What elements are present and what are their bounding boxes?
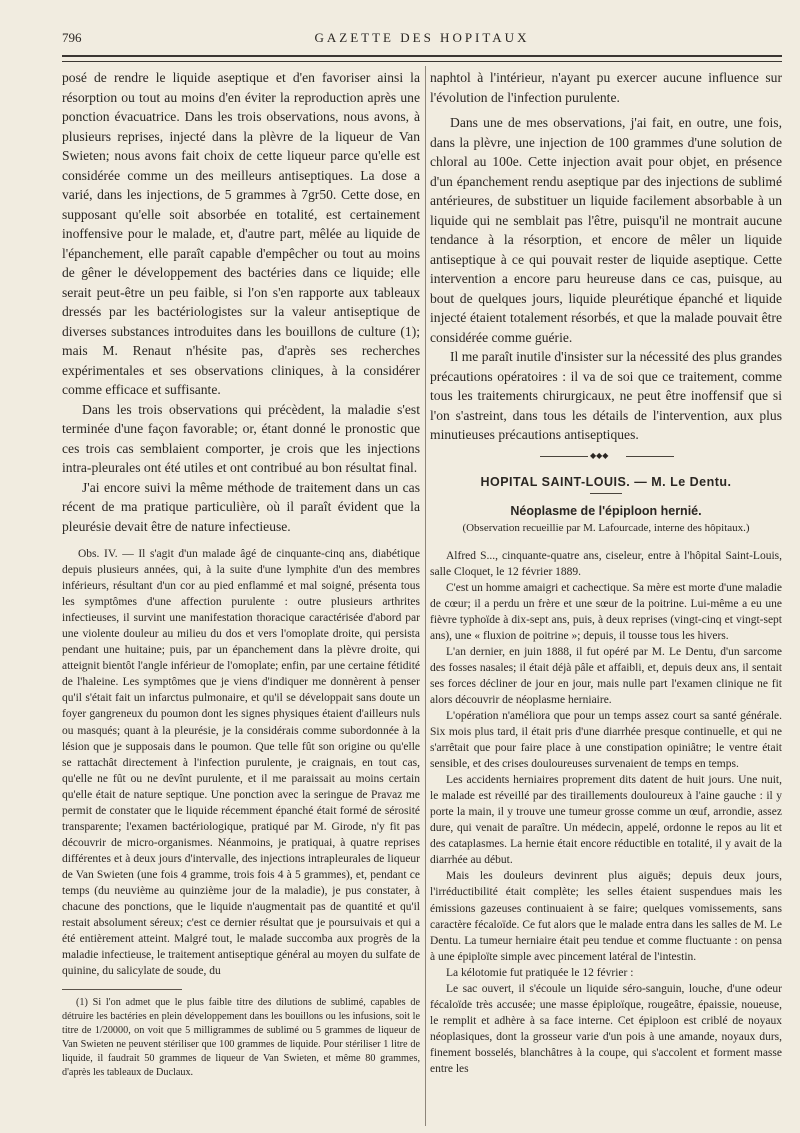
observation-iv: Obs. IV. — Il s'agit d'un malade âgé de cinquante-cinq ans, diabétique depuis plusieurs années, qui, à la suite d'une lymphite d'un des membres inférieurs, résultant d'un cor au pied enflammé et mal soigné, présenta tous les symptômes d'une affection purulente : outre plusieurs arthrites infectieuses, il survint une manifestation thoracique caractérisée d'abord par une violente douleur au milieu du dos et vers l'omoplate droite, qui persista pendant une huitaine; puis, par un épanchement dans la plèvre droite, qui atteignit bientôt l'angle inférieur de l'omoplate; enfin, par une certaine fétidité de l'haleine. Les symptômes que je viens d'indiquer me donnèrent à penser qu'il s'était fait un infarctus pulmonaire, et qu'il se développait sans doute un foyer gangreneux du poumon dont les signes physiques étaient d'ailleurs nuls ou masqués; quant à la pleurésie, je la considérais comme subordonnée à la lésion que je supposais dans le poumon. Que telle fût son origine ou qu'elle se rattachât directement à l'infection purulente, je craignais, en tout cas, qu'elle ne fût ou ne devînt purulente, et il me paraissait au moins certain qu'elle était de nature septique. Une ponction avec la seringue de Pravaz me permit de constater que le liquide récemment épanché était formé de sérosité transparente; l'examen bactériologique, pratiqué par M. Girode, n'y fit pas découvrir de micro-organismes. Néanmoins, je pratiquai, à quatre reprises différentes et à deux jours d'intervalle, des injections intrapleurales de liqueur de Van Swieten (une fois 4 gramme, trois fois 4 à 5 grammes), et, pendant ce temps (du neuvième au quinzième jour de la maladie), je pus constater, à chacune des ponctions, que le liquide n'augmentait pas de quantité et qu'il restait absolument séreux; c'est ce dernier résultat que je poursuivais et qui a été entièrement atteint. Malgré tout, le malade succomba aux progrès de la maladie infectieuse, le traitement antiseptique général au moyen du sulfate de quinine, du salicylate de soude, du	[62, 548, 420, 978]
paragraph: J'ai encore suivi la même méthode de traitement dans un cas récent de ma pratique particulière, où il paraît évident que la pleurésie devait être de nature infectieuse.	[62, 479, 420, 534]
case-paragraph: L'an dernier, en juin 1888, il fut opéré par M. Le Dentu, d'un sarcome des fosses nasales; il était déjà pâle et affaibli, et, depuis deux ans, il sentait ses forces décliner de jour en jour, mais nulle part l'examen clinique ne fit alors découvrir de néoplasme herniaire.	[430, 645, 782, 706]
byline: (Observation recueillie par M. Lafourcade, interne des hôpitaux.)	[462, 521, 750, 534]
right-column	[430, 68, 782, 1077]
case-paragraph: L'opération n'améliora que pour un temps assez court sa santé générale. Six mois plus tard, il était pris d'une diarrhée presque continuelle, et qui ne s'arrêtait que pour faire place à une constipation opiniâtre; le ventre était sensible, et des crises douloureuses survenaient de temps en temps.	[430, 709, 782, 771]
case-paragraph: Mais les douleurs devinrent plus aiguës; depuis deux jours, l'irréductibilité était complète; les selles étaient suspendues mais les émissions gazeuses continuaient à se faire; quelques vomissements, sans caractère fécaloïde. Ce fut alors que le malade entra dans les salles de M. Le Dentu. La tumeur herniaire était peu tendue et comme fluctuante : on pensa à une épiploïte simple avec pincement latéral de l'intestin.	[430, 870, 782, 963]
journal-title: GAZETTE DES HOPITAUX	[314, 30, 530, 45]
paragraph: naphtol à l'intérieur, n'ayant pu exercer aucune influence sur l'évolution de l'infection purulente.	[430, 70, 782, 105]
footnote: (1) Si l'on admet que le plus faible titre des dilutions de sublimé, capables de détruire les bactéries en plein développement dans les bouillons ou les infusions, soit le titre de 1/20000, on voit que 5 milligrammes de sublimé ou 5 grammes de liqueur de Van Swieten ne peuvent stériliser que 100 grammes de liquide. Pour stériliser 1 litre de liquide, il faudrait 50 grammes de liqueur de Van Swieten, et même 80 grammes, d'après les tableaux de Duclaux.	[62, 997, 420, 1079]
article-title: Néoplasme de l'épiploon hernié.	[510, 503, 702, 518]
case-paragraph: C'est un homme amaigri et cachectique. Sa mère est morte d'une maladie de cœur; il a perdu un frère et une sœur de la poitrine. Lui-même a eu une fièvre typhoïde à dix-sept ans, puis, à deux reprises (vingt-cinq et vingt-sept ans), une « fluxion de poitrine »; depuis, il tousse tous les hivers.	[430, 581, 782, 642]
paragraph: posé de rendre le liquide aseptique et d'en favoriser ainsi la résorption ou tout au moins d'en éviter la reproduction après une ponction évacuatrice. Dans les trois observations, nous avons, à plusieurs reprises, injecté dans la plèvre de la liqueur de Van Swieten; nous avons fait choix de cette liqueur parce qu'elle est considérée comme un des meilleurs antiseptiques. La dose a varié, dans les injections, de 5 grammes à 7gr50. Cette dose, en supposant qu'elle soit absorbée en totalité, est certainement inoffensive pour le malade, et, d'autre part, mêlée au liquide de l'épanchement, elle paraît capable d'empêcher ou tout au moins de gêner le développement des bactéries dans ce liquide; elle serait peut-être un peu faible, si l'on s'en rapporte aux tableaux dressés par les bactériologistes sur la valeur antiseptique de diverses substances introduites dans les bouillons de culture (1); mais M. Renaut n'hésite pas, d'après ses recherches expérimentales et ses observations cliniques, à la considérer comme efficace et suffisante.	[62, 70, 420, 397]
section-heading: HOPITAL SAINT-LOUIS. — M. Le Dentu.	[480, 474, 732, 489]
case-paragraph: Alfred S..., cinquante-quatre ans, ciseleur, entre à l'hôpital Saint-Louis, salle Cloquet, le 12 février 1889.	[430, 549, 782, 578]
header-rule	[62, 55, 782, 62]
page-number: 796	[62, 30, 82, 45]
case-paragraph: Le sac ouvert, il s'écoule un liquide séro-sanguin, louche, d'une odeur fécaloïde très accusée; une masse épiploïque, rougeâtre, épaissie, noueuse, le remplit et adhère à sa face interne. Cet épiploon est criblé de noyaux néoplasiques, dont la grosseur varie d'un pois à une amande, noyaux durs, finement bosselés, blanchâtres à la coupe, qui s'accolent et forment masse entre les	[430, 982, 782, 1075]
case-paragraph: Les accidents herniaires proprement dits datent de huit jours. Une nuit, le malade est réveillé par des tiraillements douloureux à l'aine gauche : il y porte la main, il y trouve une tumeur grosse comme un œuf, arrondie, assez dure, qui venait de paraître. Un médecin, appelé, ordonne le repos au lit et des cataplasmes. La hernie était encore réductible en totalité, il y avait de la diarrhée au début.	[430, 774, 782, 867]
paragraph: Dans les trois observations qui précèdent, la maladie s'est terminée d'une façon favorable; or, étant donné le pronostic que ces trois cas semblaient comporter, je crois que les injections intra-pleurales ont été utiles et ont contribué au bon résultat final.	[62, 401, 420, 475]
heading-rule	[590, 493, 622, 494]
section-ornament: ◆◆◆	[430, 453, 782, 461]
column-divider	[425, 66, 426, 1126]
page-header	[62, 28, 782, 52]
paragraph: Dans une de mes observations, j'ai fait, en outre, une fois, dans la plèvre, une injection de 100 grammes d'une solution de chloral au 100e. Cette injection avait pour objet, en présence d'un épanchement rendu aseptique par des injections de sublimé antérieures, de substituer un liquide facilement absorbable à un liquide qui ne semblait pas l'être, puisqu'il ne montrait aucune tendance à la résorption, et encore de mêler un liquide antiseptique à ce qui pouvait rester de liquide aseptique. Cette intervention a encore paru heureuse dans ce cas, puisque, au bout de quelques jours, liquide pleurétique épanché et liquide injecté étaient totalement résorbés, et que la malade pouvait être considérée comme guérie.	[430, 115, 782, 345]
paragraph: Il me paraît inutile d'insister sur la nécessité des plus grandes précautions opératoires : il va de soi que ce traitement, comme tous les traitements chirurgicaux, ne peut être inoffensif que si l'on s'astreint, dans tous les détails de l'intervention, aux plus minutieuses précautions antiseptiques.	[430, 349, 782, 442]
case-paragraph: La kélotomie fut pratiquée le 12 février :	[446, 966, 634, 979]
left-column	[62, 68, 420, 1080]
footnote-rule	[62, 989, 182, 990]
